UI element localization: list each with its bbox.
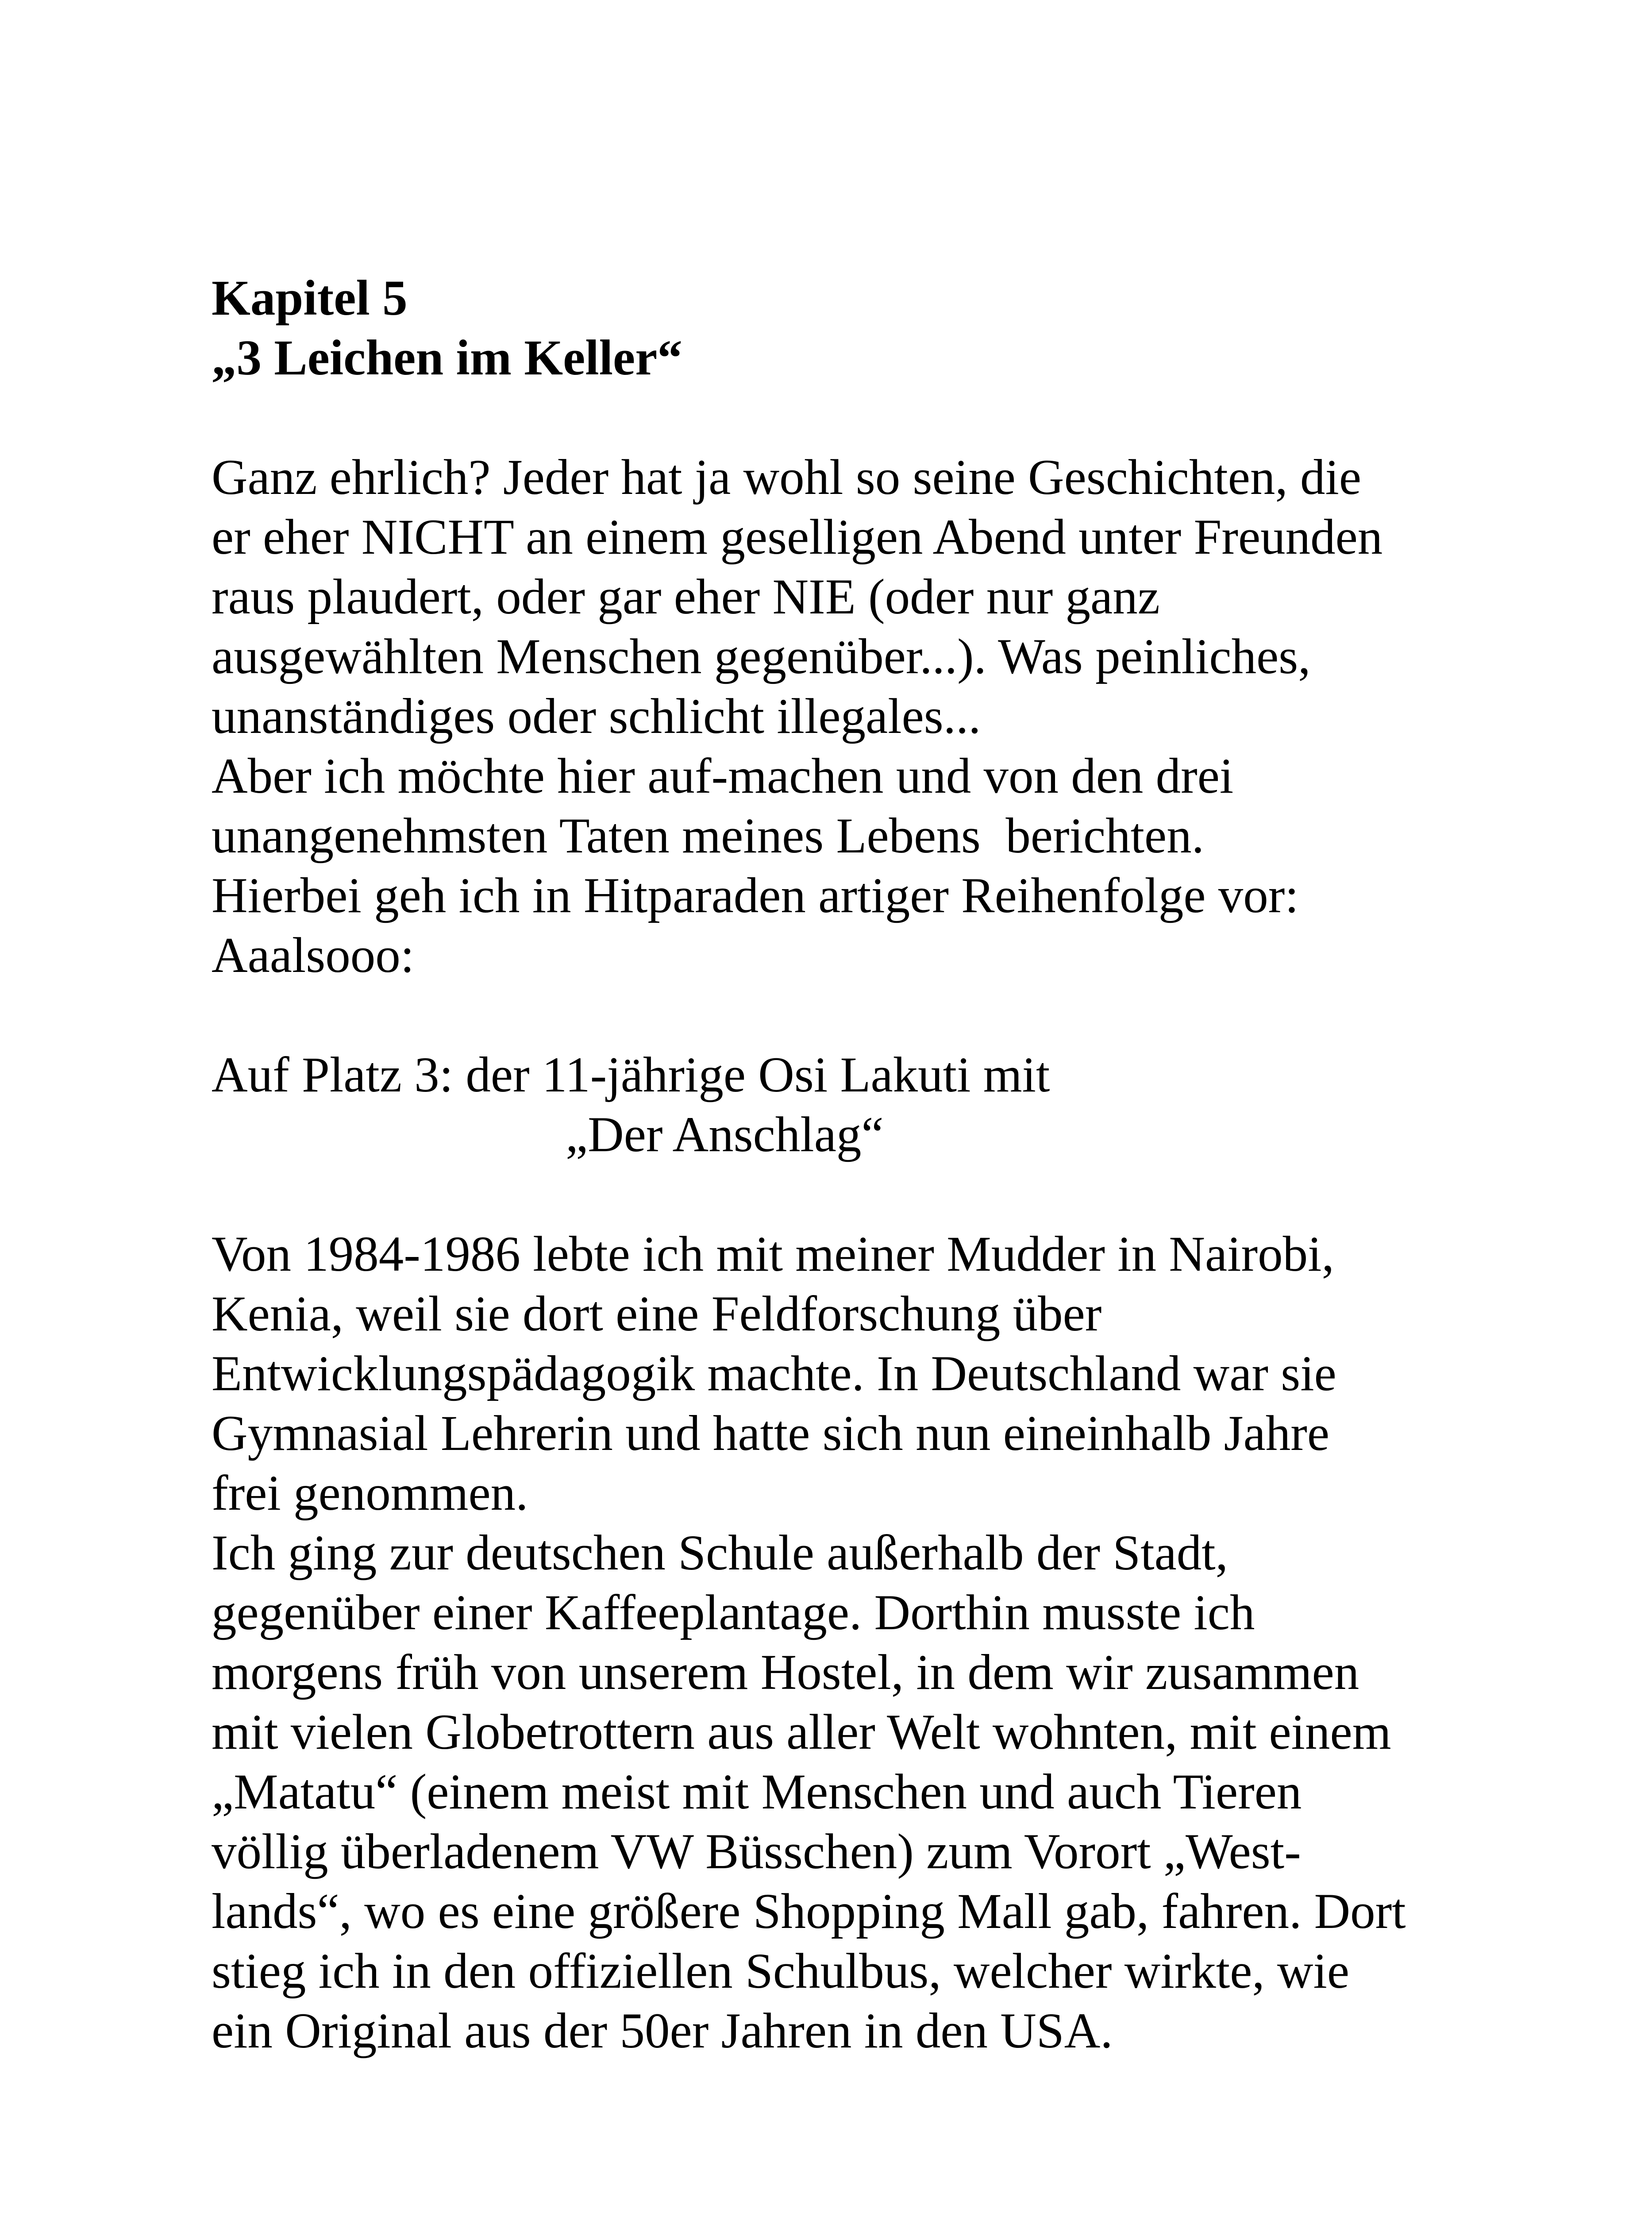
story-line: gegenüber einer Kaffeeplantage. Dorthin musste ich [212, 1585, 1255, 1640]
section-title: „Der Anschlag“ [566, 1107, 884, 1162]
story-line: stieg ich in den offiziellen Schulbus, welcher wirkte, wie [212, 1943, 1350, 1999]
chapter-title: „3 Leichen im Keller“ [212, 330, 682, 386]
story-line: „Matatu“ (einem meist mit Menschen und auch Tieren [212, 1764, 1302, 1820]
intro-line: Aaalsooo: [212, 928, 415, 983]
story-line: völlig überladenem VW Büsschen) zum Vorort „West- [212, 1824, 1301, 1879]
paragraph-gap [212, 1164, 1539, 1224]
story-line: mit vielen Globetrottern aus aller Welt wohnten, mit einem [212, 1704, 1391, 1760]
intro-line: Hierbei geh ich in Hitparaden artiger Reihenfolge vor: [212, 868, 1299, 923]
paragraph-gap [212, 388, 1539, 447]
section-heading: Auf Platz 3: der 11-jährige Osi Lakuti mit [212, 1047, 1050, 1103]
story-line: ein Original aus der 50er Jahren in den USA. [212, 2003, 1113, 2059]
intro-line: er eher NICHT an einem geselligen Abend unter Freunden [212, 509, 1383, 565]
story-line: lands“, wo es eine größere Shopping Mall gab, fahren. Dort [212, 1884, 1406, 1939]
story-line: frei genommen. [212, 1465, 528, 1521]
intro-line: unanständiges oder schlicht illegales... [212, 689, 981, 744]
story-line: Gymnasial Lehrerin und hatte sich nun eineinhalb Jahre [212, 1406, 1330, 1461]
paragraph-gap [212, 985, 1539, 1045]
story-line: Ich ging zur deutschen Schule außerhalb der Stadt, [212, 1525, 1228, 1581]
intro-line: raus plaudert, oder gar eher NIE (oder nur ganz [212, 569, 1160, 625]
story-line: Entwicklungspädagogik machte. In Deutschland war sie [212, 1346, 1336, 1401]
document-body [212, 268, 1539, 2061]
intro-line: Aber ich möchte hier auf-machen und von den drei [212, 748, 1234, 804]
intro-line: Ganz ehrlich? Jeder hat ja wohl so seine Geschichten, die [212, 450, 1362, 505]
intro-line: unangenehmsten Taten meines Lebens berichten. [212, 808, 1204, 864]
chapter-label: Kapitel 5 [212, 270, 408, 326]
story-line: Von 1984-1986 lebte ich mit meiner Mudder in Nairobi, [212, 1226, 1334, 1282]
intro-line: ausgewählten Menschen gegenüber...). Was peinliches, [212, 629, 1311, 684]
story-line: Kenia, weil sie dort eine Feldforschung über [212, 1286, 1102, 1342]
story-line: morgens früh von unserem Hostel, in dem wir zusammen [212, 1645, 1359, 1700]
